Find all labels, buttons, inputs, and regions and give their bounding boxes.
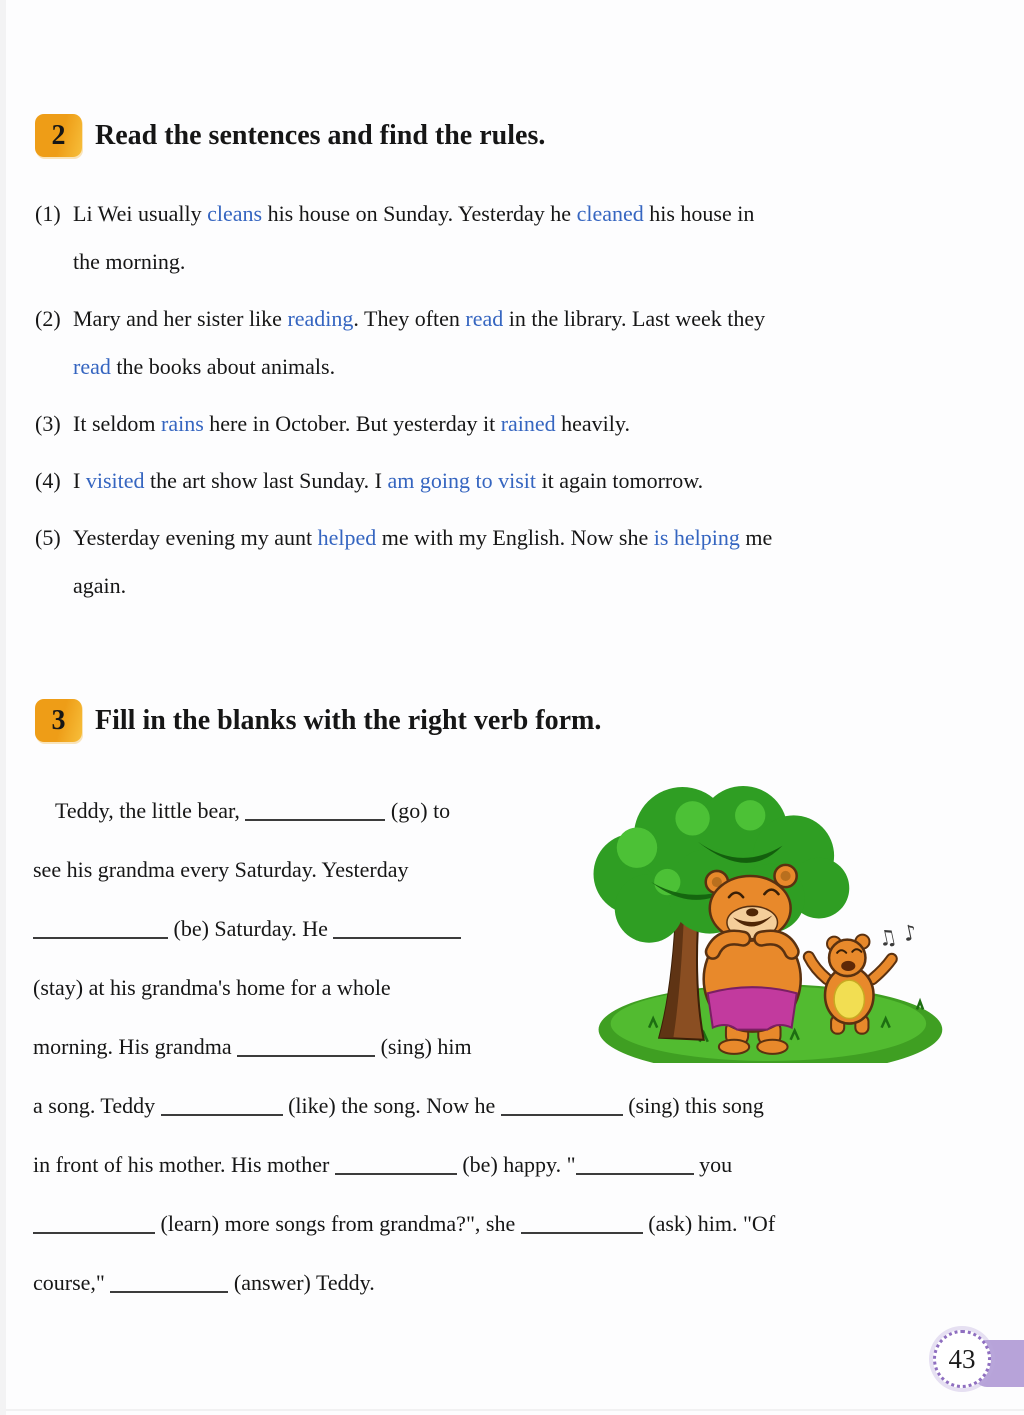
sentence-number: (1) <box>35 201 61 226</box>
exercise-3-header <box>35 699 601 742</box>
exercise-3-title: Fill in the blanks with the right verb form. <box>95 704 602 736</box>
text-segment: (stay) at his grandma's home for a whole <box>33 975 391 1000</box>
passage-line <box>33 840 578 899</box>
sentence-line <box>73 400 1004 448</box>
blank-line <box>237 1037 375 1057</box>
blank-line <box>33 919 168 939</box>
sentence-item-4 <box>35 457 1004 505</box>
text-segment: here in October. But yesterday it <box>203 411 501 436</box>
text-segment: again. <box>73 573 127 598</box>
highlighted-word: read <box>73 354 111 379</box>
blank-line <box>576 1155 694 1175</box>
passage-full-width <box>33 1076 1004 1312</box>
text-segment: (be) Saturday. He <box>168 916 334 941</box>
sentence-item-3 <box>35 400 1004 448</box>
teddy-illustration <box>578 785 978 1063</box>
sentence-line <box>73 295 1004 343</box>
highlighted-word: read <box>465 306 504 331</box>
text-segment: a song. Teddy <box>33 1093 161 1118</box>
page-number: 43 <box>948 1343 976 1374</box>
sentence-item-2 <box>35 295 1004 391</box>
music-notes-icon: ♫ ♪ <box>875 919 920 953</box>
highlighted-word: am going to visit <box>387 468 536 493</box>
fill-in-passage <box>33 781 1004 1312</box>
sentence-item-5 <box>35 514 1004 610</box>
blank-line <box>245 801 385 821</box>
blank-line <box>161 1096 283 1116</box>
sentence-line <box>73 457 1004 505</box>
text-segment: (sing) him <box>375 1034 472 1059</box>
text-segment: (like) the song. Now he <box>282 1093 501 1118</box>
text-segment: . They often <box>353 306 466 331</box>
text-segment: course," <box>33 1270 111 1295</box>
text-segment: the morning. <box>73 249 186 274</box>
text-segment: heavily. <box>555 411 630 436</box>
passage-line <box>33 781 578 840</box>
sentence-number: (3) <box>35 411 61 436</box>
text-segment: (ask) him. "Of <box>642 1211 776 1236</box>
sentence-list <box>35 190 1004 619</box>
passage-line <box>33 1135 1004 1194</box>
sentence-number: (2) <box>35 306 61 331</box>
text-segment: the art show last Sunday. I <box>144 468 388 493</box>
sentence-line <box>73 514 1004 562</box>
grandma-bear <box>704 865 801 1054</box>
page-bottom-edge <box>6 1409 1024 1411</box>
text-segment: in front of his mother. His mother <box>33 1152 335 1177</box>
text-segment: me with my English. Now she <box>376 525 654 550</box>
text-segment: the books about animals. <box>110 354 336 379</box>
page-number-badge <box>933 1330 991 1388</box>
text-segment: (answer) Teddy. <box>228 1270 375 1295</box>
highlighted-word: cleans <box>207 201 263 226</box>
text-segment: see his grandma every Saturday. Yesterday <box>33 857 409 882</box>
passage-line <box>33 1194 1004 1253</box>
text-segment: his house in <box>643 201 755 226</box>
passage-line <box>33 958 578 1017</box>
blank-line <box>333 919 461 939</box>
highlighted-word: helped <box>317 525 377 550</box>
highlighted-word: visited <box>85 468 145 493</box>
highlighted-word: reading <box>287 306 354 331</box>
sentence-line <box>73 190 1004 238</box>
text-segment: (be) happy. " <box>456 1152 576 1177</box>
highlighted-word: rains <box>161 411 204 436</box>
blank-line <box>335 1155 457 1175</box>
text-segment: (sing) this song <box>622 1093 764 1118</box>
text-segment: in the library. Last week they <box>503 306 766 331</box>
passage-line <box>33 899 578 958</box>
exercise-2-header <box>35 114 545 157</box>
blank-line <box>501 1096 623 1116</box>
passage-line <box>33 1017 578 1076</box>
page-left-edge <box>0 0 6 1415</box>
sentence-line <box>73 562 1004 610</box>
exercise-2-title: Read the sentences and find the rules. <box>95 119 546 151</box>
text-segment: (go) to <box>385 798 451 823</box>
text-segment: you <box>693 1152 733 1177</box>
passage-line <box>33 1076 1004 1135</box>
passage-left-column <box>33 781 578 1076</box>
blank-line <box>110 1273 228 1293</box>
highlighted-word: cleaned <box>576 201 644 226</box>
text-segment: Li Wei usually <box>73 201 208 226</box>
exercise-2-number-badge: 2 <box>35 114 82 157</box>
sentence-line <box>73 238 1004 286</box>
sentence-number: (5) <box>35 525 61 550</box>
text-segment: it again tomorrow. <box>535 468 704 493</box>
text-segment: morning. His grandma <box>33 1034 238 1059</box>
sentence-number: (4) <box>35 468 61 493</box>
sentence-item-1 <box>35 190 1004 286</box>
exercise-3-number-badge: 3 <box>35 699 82 742</box>
highlighted-word: rained <box>500 411 556 436</box>
passage-line <box>33 1253 1004 1312</box>
sentence-line <box>73 343 1004 391</box>
blank-line <box>33 1214 155 1234</box>
text-segment: Mary and her sister like <box>73 306 288 331</box>
text-segment: (learn) more songs from grandma?", she <box>155 1211 521 1236</box>
text-segment: Teddy, the little bear, <box>55 798 246 823</box>
highlighted-word: is helping <box>653 525 740 550</box>
blank-line <box>521 1214 643 1234</box>
text-segment: Yesterday evening my aunt <box>73 525 318 550</box>
text-segment: his house on Sunday. Yesterday he <box>262 201 577 226</box>
text-segment: me <box>739 525 773 550</box>
text-segment: It seldom <box>73 411 161 436</box>
text-segment: I <box>73 468 86 493</box>
